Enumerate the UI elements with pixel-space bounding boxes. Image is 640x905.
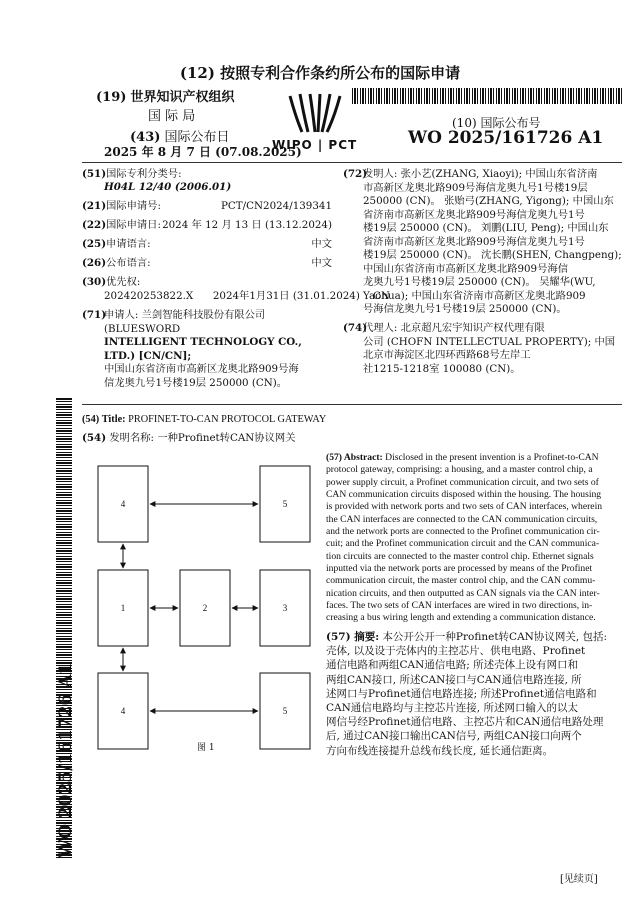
- box-label: 4: [120, 499, 126, 509]
- pub-date-value: 2025 年 8 月 7 日 (07.08.2025): [104, 145, 302, 159]
- field-22: (22) 国际申请日: 2024 年 12 月 13 日 (13.12.2024): [82, 219, 332, 231]
- org-name: 世界知识产权组织: [130, 90, 235, 105]
- pub-number-label: (10) 国际公布号: [452, 116, 541, 130]
- title-en: (54) Title: PROFINET-TO-CAN PROTOCOL GATEWAY: [82, 414, 327, 425]
- field-25: (25) 申请语言: 中文: [82, 238, 332, 250]
- org-bureau: 国 际 局: [148, 109, 196, 124]
- box-label: 3: [282, 603, 288, 613]
- pub-date-num: (43): [130, 130, 161, 145]
- block-diagram: [98, 460, 318, 760]
- abstract-en: (57) Abstract: Disclosed in the present invention is a Profinet-to-CAN protocol gateway, comprising: a housing, and a master control chip, a power supply circuit, a Profinet communication circuit, and two sets of CAN communication circuits disposed within the housing. The housing is provided with network ports and two sets of CAN interfaces, wherein the CAN interfaces are connected to the CAN communication circuits, and the network ports are connected to the Profinet communication cir- cuit; and the Profinet communication circuit and the CAN communica- tion circuits are connected to the master control chip. Ethernet signals inputted via the network ports are processed by means of the Profinet communication circuit, the master control chip, and the CAN commu- nication circuits, and then outputted as CAN signals via the CAN inter- faces. The two sets of CAN interfaces are wired in two directions, in- creasing a bus wiring length and extending a communication distance.: [326, 452, 603, 624]
- figure-caption: 图 1: [197, 743, 215, 753]
- header-divider: [82, 162, 622, 163]
- wipo-logo-icon: [282, 92, 352, 140]
- agent-block: 代理人: 北京超凡宏宇知识产权代理有限 公司 (CHOFN INTELLECTUAL PROPERTY); 中国 北京市海淀区北四环西路68号左岸工 社1215-1218室 100080 (CN)。: [363, 322, 616, 375]
- pub-date-label: 国际公布日: [164, 130, 230, 145]
- wipo-pct-text: WIPO | PCT: [272, 138, 358, 152]
- organization-block: [96, 86, 286, 124]
- field-21: (21) 国际申请号: PCT/CN2024/139341: [82, 200, 332, 212]
- box-label: 2: [202, 603, 208, 613]
- figure-1: [98, 460, 318, 760]
- continued-note: [见续页]: [560, 874, 598, 885]
- inventors-block: 发明人: 张小艺(ZHANG, Xiaoyi); 中国山东省济南 市高新区龙奥北路909号海信龙奥九号1号楼19层 250000 (CN)。 张贻弓(ZHANG, Yigong); 中国山东 省济南市高新区龙奥北路909号海信龙奥九号1号 楼19层 250000 (CN)。 刘鹏(LIU, Peng); 中国山东 省济南市高新区龙奥北路909号海信龙奥九号1号 楼19层 250000 (CN)。 沈长鹏(SHEN, Changpeng); 中国山东省济南市高新区龙奥北路909号海信 龙奥九号1号楼19层 250000 (CN)。 吴耀华(WU, Yaohua); 中国山东省济南市高新区龙奥北路909 号海信龙奥九号1号楼19层 250000 (CN)。: [363, 168, 622, 315]
- side-pub-number: WO 2025/161726 A1: [56, 662, 76, 858]
- field-26: (26) 公布语言: 中文: [82, 257, 332, 269]
- box-label: 5: [282, 706, 288, 716]
- agent-num: (74): [343, 322, 368, 334]
- box-label: 4: [120, 706, 126, 716]
- barcode-icon: [352, 88, 622, 104]
- applicant-block: 申请人: 兰剑智能科技股份有限公司(BLUESWORD INTELLIGENT TECHNOLOGY CO., LTD.) [CN/CN]; 中国山东省济南市高新区龙奥北路909号海 信龙奥九号1号楼19层 250000 (CN)。: [104, 309, 302, 389]
- title-divider: [82, 404, 622, 405]
- field-30: (30) 优先权:: [82, 276, 141, 288]
- inventors-num: (72): [343, 168, 368, 180]
- box-label: 5: [282, 499, 288, 509]
- document-title: (12) 按照专利合作条约所公布的国际申请: [179, 64, 461, 82]
- box-label: 1: [120, 603, 126, 613]
- field-30-value: 202420253822.X 2024年1月31日 (31.01.2024) CN: [104, 290, 390, 302]
- pub-number-value: WO 2025/161726 A1: [408, 128, 604, 148]
- title-zh: (54) 发明名称: 一种Profinet转CAN协议网关: [82, 432, 296, 444]
- field-51-value: H04L 12/40 (2006.01): [104, 181, 232, 193]
- applicant-num: (71): [82, 309, 107, 321]
- abstract-zh: (57) 摘要: 本公开公开一种Profinet转CAN协议网关, 包括: 壳体, 以及设于壳体内的主控芯片、供电电路、Profinet 通信电路和两组CAN通信电路; 所述壳体上设有网口和 两组CAN接口, 所述CAN接口与CAN通信电路连接, 所 述网口与Profinet通信电路连接; 所述Profinet通信电路和 CAN通信电路均与主控芯片连接, 所述网口输入的以太 网信号经Profinet通信电路、主控芯片和CAN通信电路处理 后, 通过CAN接口输出CAN信号, 两组CAN接口向两个 方向布线连接提升总线布线长度, 延长通信距离。: [326, 631, 608, 757]
- field-51: (51) 国际专利分类号:: [82, 168, 182, 180]
- org-num: (19): [96, 90, 127, 105]
